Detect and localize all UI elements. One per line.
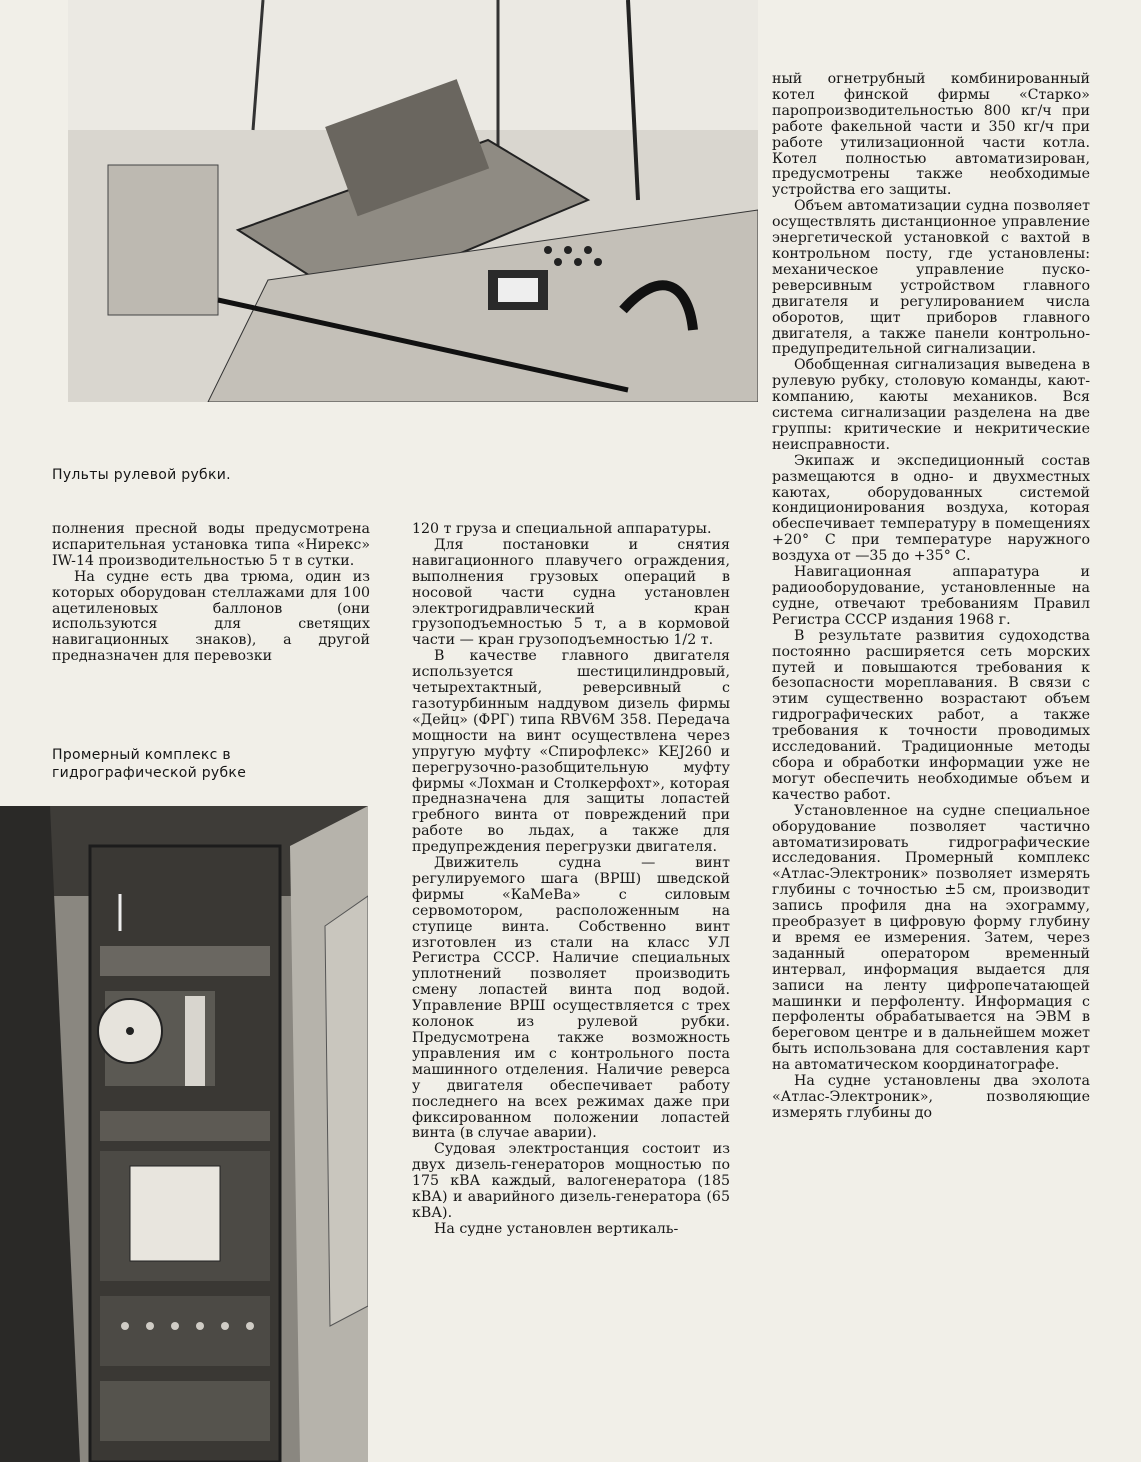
text-column-right: [772, 72, 1090, 1122]
paragraph: На судне установлен вертикаль-: [434, 1220, 679, 1237]
bottom-photo-caption: Промерный комплекс в гидрографической рубке: [52, 747, 247, 781]
paragraph: В результате развития судоходства постоянно расширяется сеть морских путей и повышаются требования к безопасности мореплавания. В связи с этим существенно возрастают объем гидрографических работ, а также требования к точности проводимых исследований. Традиционные методы сбора и обработки информации уже не могут обеспечить необходимые объем и качество работ.: [772, 627, 1090, 803]
paragraph: Установленное на судне специальное оборудование позволяет частично автоматизировать гидрографические исследования. Промерный комплекс «Атлас-Электроник» позволяет измерять глубины с точностью ±5 см, производит запись профиля дна на эхограмму, преобразует в цифровую форму глубину и время ее измерения. Затем, через заданный оператором временный интервал, информация выдается для записи на ленту цифропечатающей машинки и перфоленту. Информация с перфоленты обрабатывается на ЭВМ в береговом центре и в дальнейшем может быть использована для составления карт на автоматическом координатографе.: [772, 802, 1090, 1074]
paragraph: Для постановки и снятия навигационного плавучего ограждения, выполнения грузовых операций в носовой части судна установлен электрогидравлический кран грузоподъемностью 5 т, а в кормовой части — кран грузоподъемностью 1/2 т.: [412, 536, 730, 649]
paragraph: ный огнетрубный комбинированный котел финской фирмы «Старко» паропроизводительностью 800 кг/ч при работе факельной части и 350 кг/ч при работе утилизационной части котла. Котел полностью автоматизирован, предусмотрены также необходимые устройства его защиты.: [772, 71, 1090, 199]
paragraph: Экипаж и экспедиционный состав размещаются в одно- и двухместных каютах, оборудованных системой кондиционирования воздуха, которая обеспечивает температуру в помещениях +20° С при температуре наружного воздуха от —35 до +35° С.: [772, 452, 1090, 565]
paragraph: На судне установлены два эхолота «Атлас-Электроник», позволяющие измерять глубины до: [772, 1073, 1090, 1121]
paragraph: Судовая электростанция состоит из двух дизель-генераторов мощностью по 175 кВА каждый, валогенератора (185 кВА) и аварийного дизель-генератора (65 кВА).: [412, 1141, 730, 1221]
photo-sounding-complex: [0, 806, 368, 1462]
paragraph: Обобщенная сигнализация выведена в рулевую рубку, столовую команды, кают-компанию, каюты механиков. Вся система сигнализации разделена на две группы: критические и некритические неисправности.: [772, 357, 1090, 453]
paragraph: В качестве главного двигателя используется шестицилиндровый, четырехтактный, реверсивный с газотурбинным наддувом дизель фирмы «Дейц» (ФРГ) типа RBV6M 358. Передача мощности на винт осуществлена через упругую муфту «Спирофлекс» KEJ260 и перегрузочно-разобщительную муфту фирмы «Лохман и Столкерфохт», которая предназначена для защиты лопастей гребного винта от повреждений при работе во льдах, а также для предупреждения перегрузки двигателя.: [412, 648, 730, 856]
paragraph: полнения пресной воды предусмотрена испарительная установка типа «Нирекс» IW-14 производительностью 5 т в сутки.: [52, 521, 370, 569]
top-photo-caption: Пульты рулевой рубки.: [52, 467, 231, 483]
paragraph: На судне есть два трюма, один из которых оборудован стеллажами для 100 ацетиленовых баллонов (они используются для светящих навигационных знаков), а другой предназначен для перевозки: [52, 568, 370, 665]
steering-consoles-illustration: [68, 0, 758, 402]
paragraph: Движитель судна — винт регулируемого шага (ВРШ) шведской фирмы «КаМеВа» с силовым сервомотором, расположенным на ступице винта. Собственно винт изготовлен из стали на класс УЛ Регистра СССР. Наличие специальных уплотнений позволяет производить смену лопастей винта под водой. Управление ВРШ осуществляется с трех колонок из рулевой рубки. Предусмотрена также возможность управления им с контрольного поста машинного отделения. Наличие реверса у двигателя обеспечивает работу последнего на всех режимах даже при фиксированном положении лопастей винта (в случае аварии).: [412, 855, 730, 1142]
text-column-middle: [412, 522, 730, 1238]
paragraph: 120 т груза и специальной аппаратуры.: [412, 521, 712, 537]
paragraph: Навигационная аппаратура и радиооборудование, установленные на судне, отвечают требованиям Правил Регистра СССР издания 1968 г.: [772, 564, 1090, 628]
text-column-left: [52, 522, 370, 665]
paragraph: Объем автоматизации судна позволяет осуществлять дистанционное управление энергетической установкой с вахтой в контрольном посту, где установлены: механическое управление пуско-реверсивным устройством главного двигателя и регулированием числа оборотов, щит приборов главного двигателя, а также панели контрольно-предупредительной сигнализации.: [772, 198, 1090, 358]
sounding-complex-illustration: [0, 806, 368, 1462]
photo-steering-consoles: [68, 0, 758, 402]
